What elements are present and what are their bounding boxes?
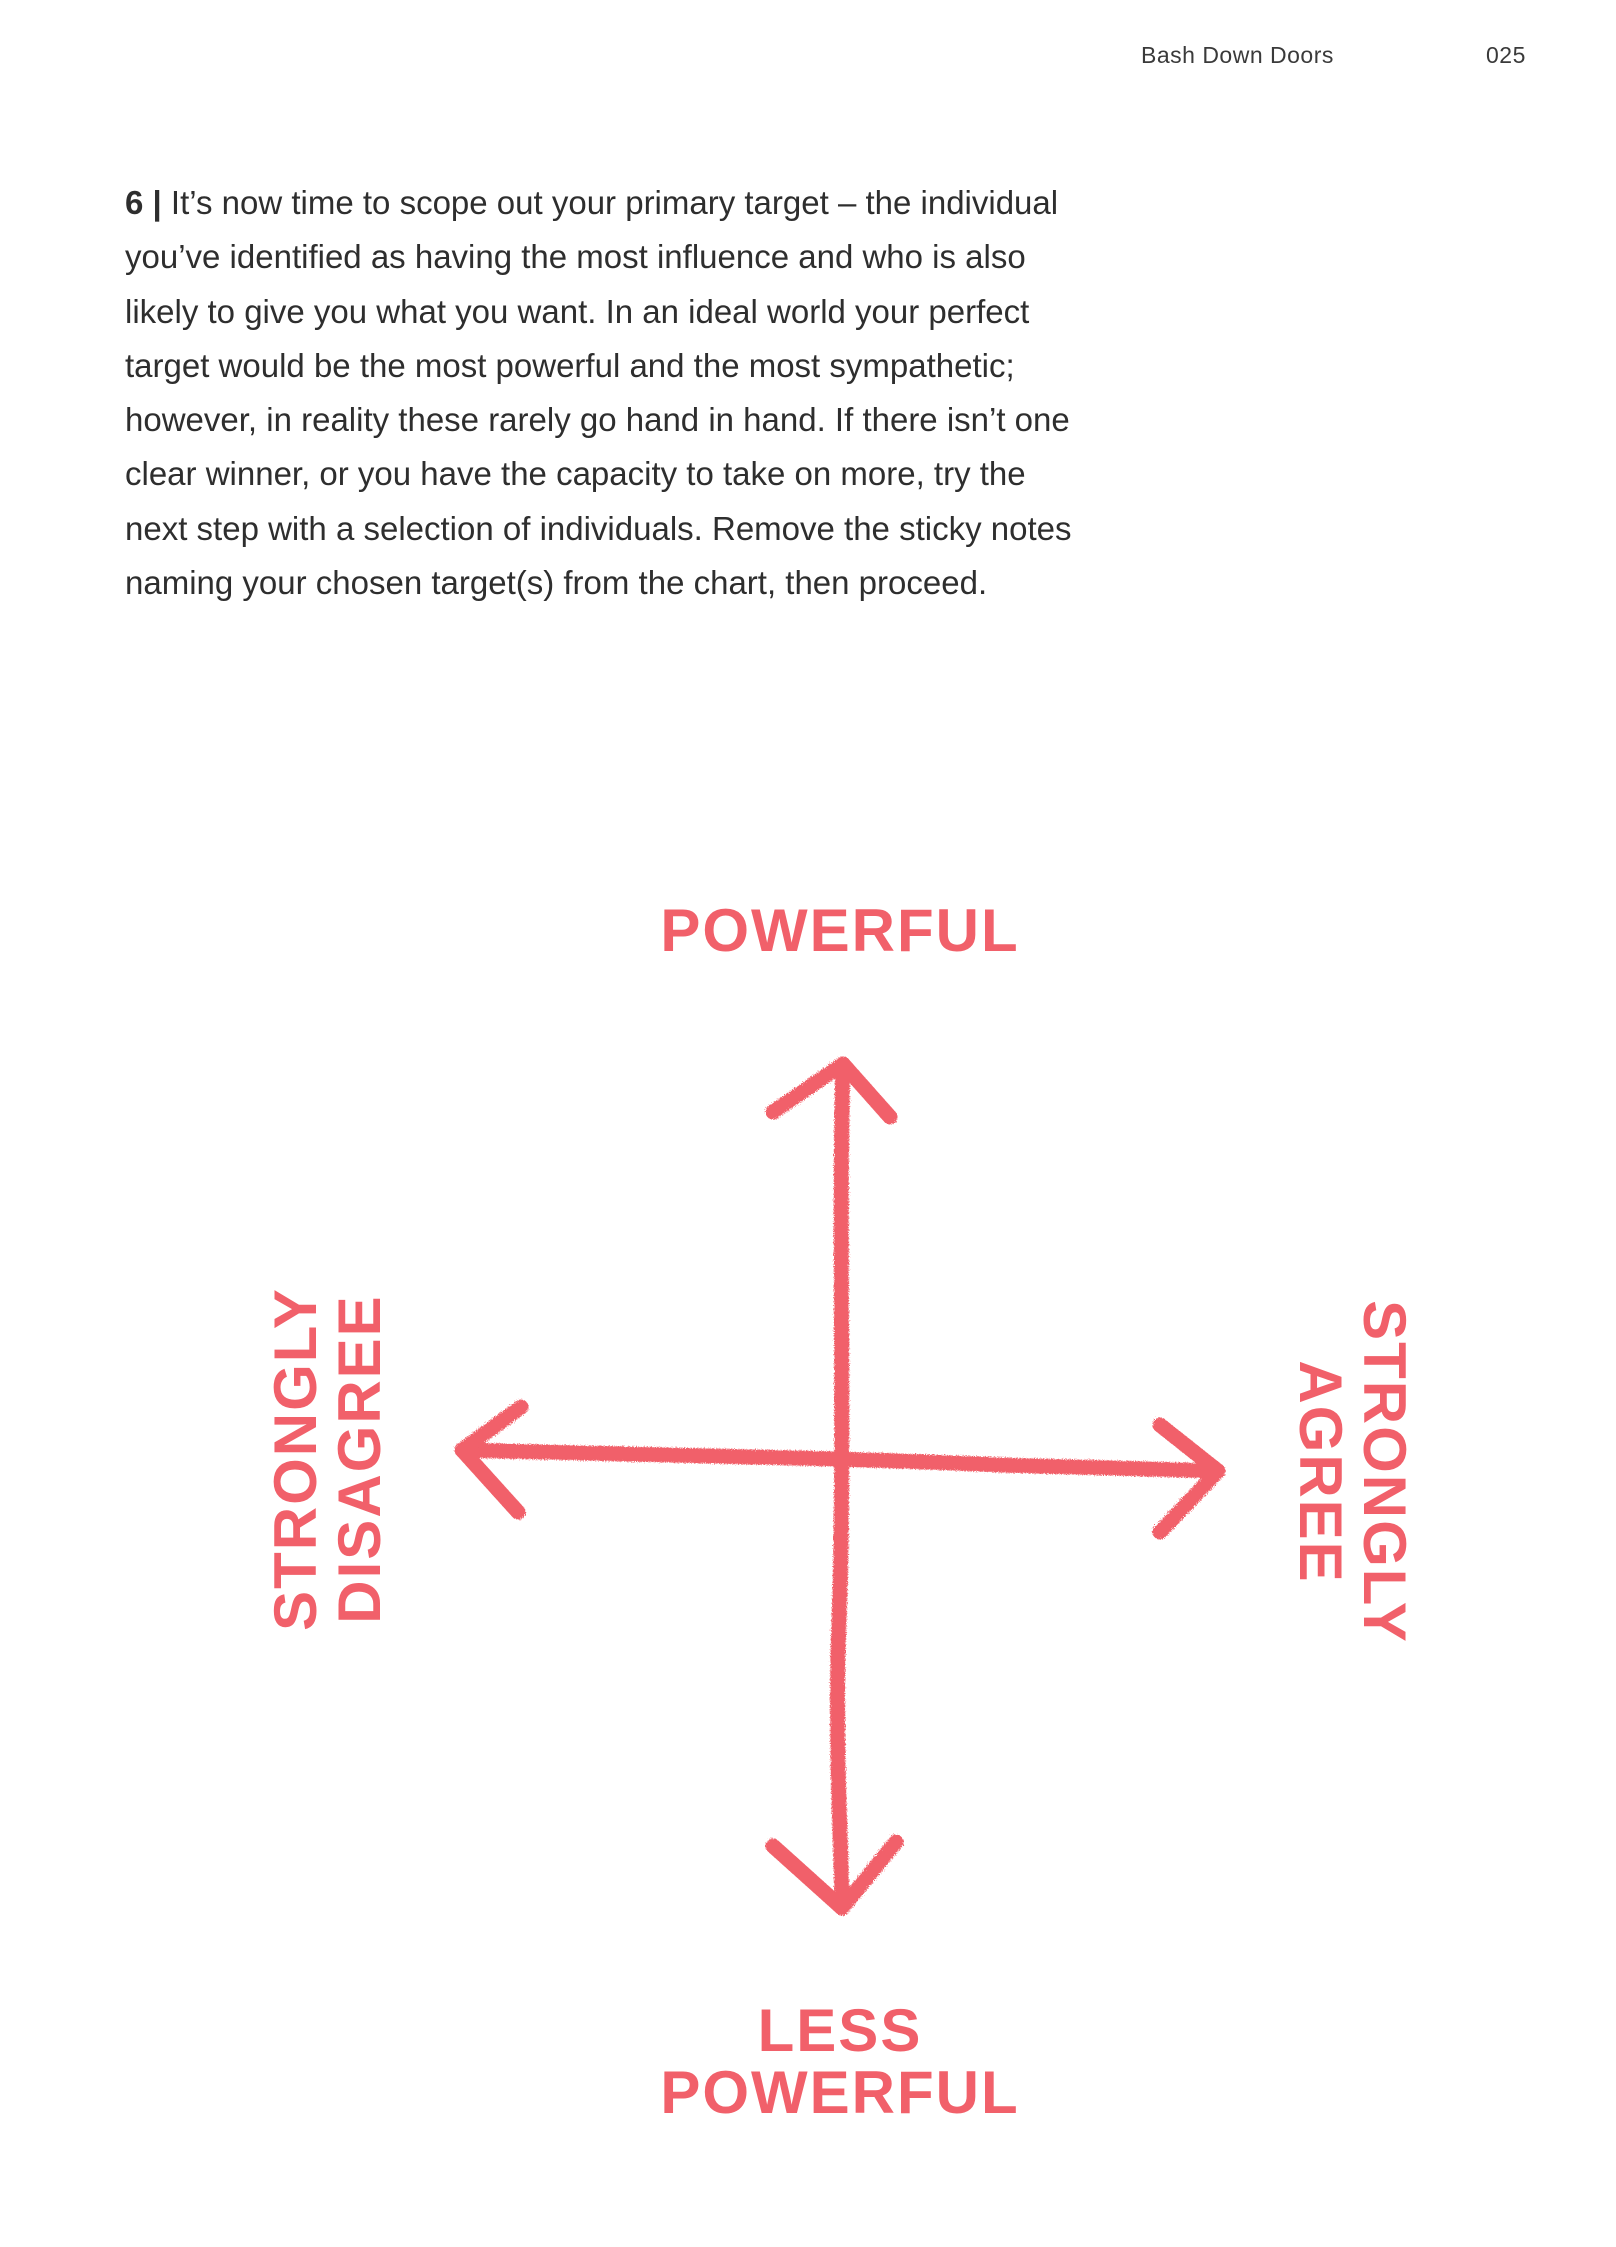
paragraph-line: however, in reality these rarely go hand in hand. If there isn’t one	[125, 401, 1070, 439]
paragraph-line: naming your chosen target(s) from the chart, then proceed.	[125, 564, 988, 602]
arrowhead-up-icon	[773, 1064, 890, 1117]
axis-label-strongly-disagree	[264, 1249, 392, 1669]
axis-label-less-powerful	[0, 1997, 1616, 2126]
axis-label-powerful: POWERFUL	[660, 897, 1020, 964]
step-number: 6 |	[125, 184, 162, 221]
paragraph-line: next step with a selection of individuals. Remove the sticky notes	[125, 509, 1072, 547]
running-title: Bash Down Doors	[1141, 42, 1334, 68]
label-line: STRONGLY	[262, 1287, 329, 1631]
vertical-axis	[838, 1064, 843, 1908]
label-line: AGREE	[1287, 1360, 1354, 1584]
axis-label-strongly-agree	[1288, 1262, 1416, 1682]
paragraph-line: you’ve identified as having the most influence and who is also	[125, 238, 1026, 276]
arrowhead-left-icon	[462, 1407, 521, 1512]
label-line: POWERFUL	[660, 2059, 1020, 2126]
paragraph-line: target would be the most powerful and the most sympathetic;	[125, 346, 1015, 384]
label-line: STRONGLY	[1351, 1300, 1418, 1644]
label-line: LESS	[757, 1997, 923, 2064]
paragraph-line: clear winner, or you have the capacity to take on more, try the	[125, 455, 1026, 493]
page-number: 025	[1486, 42, 1526, 68]
arrowhead-right-icon	[1160, 1425, 1218, 1532]
line-text: It’s now time to scope out your primary target – the individual	[161, 184, 1059, 221]
paragraph-line: likely to give you what you want. In an ideal world your perfect	[125, 292, 1030, 330]
label-line: DISAGREE	[326, 1294, 393, 1624]
